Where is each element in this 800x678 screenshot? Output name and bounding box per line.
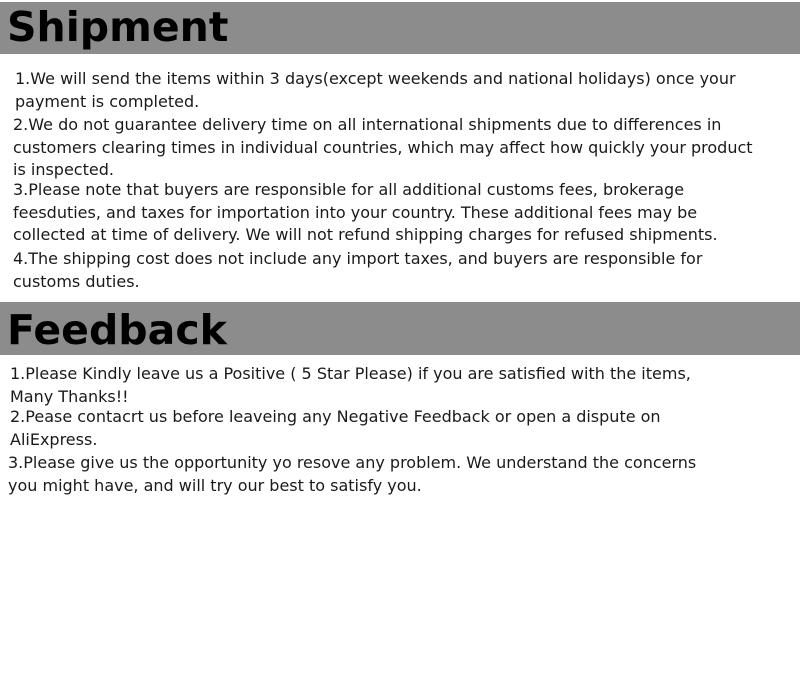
- shipment-item-2: [13, 114, 753, 182]
- feedback-item-3-line-1: 3.Please give us the opportunity yo resove any problem. We understand the concerns: [8, 453, 697, 472]
- shipment-item-3-line-1: 3.Please note that buyers are responsible for all additional customs fees, brokerage: [13, 180, 685, 199]
- feedback-item-2-line-1: 2.Pease contacrt us before leaveing any Negative Feedback or open a dispute on: [10, 407, 661, 426]
- shipment-item-2-line-3: is inspected.: [13, 160, 114, 179]
- shipment-item-1: [15, 68, 736, 113]
- shipment-item-4-line-1: 4.The shipping cost does not include any import taxes, and buyers are responsible for: [13, 249, 703, 268]
- shipment-item-3: [13, 179, 718, 247]
- shipment-item-2-line-1: 2.We do not guarantee delivery time on all international shipments due to differences in: [13, 115, 722, 134]
- feedback-item-1-line-2: Many Thanks!!: [10, 386, 129, 406]
- feedback-item-1-line-1: 1.Please Kindly leave us a Positive ( 5 Star Please) if you are satisfied with the items,: [10, 364, 691, 383]
- shipment-item-4-line-2: customs duties.: [13, 271, 140, 291]
- shipment-item-3-line-2: feesduties, and taxes for importation into your country. These additional fees may be: [13, 202, 698, 222]
- feedback-item-3-line-2: you might have, and will try our best to satisfy you.: [8, 475, 422, 495]
- shipment-item-2-line-2: customers clearing times in individual countries, which may affect how quickly your product: [13, 137, 753, 157]
- feedback-title: Feedback: [7, 306, 227, 354]
- feedback-header-bar: [0, 302, 800, 355]
- shipment-item-1-line-2: payment is completed.: [15, 91, 200, 111]
- feedback-item-2-line-2: AliExpress.: [10, 429, 98, 449]
- feedback-item-3: [8, 452, 696, 497]
- shipment-item-3-line-3: collected at time of delivery. We will not refund shipping charges for refused shipments.: [13, 225, 718, 244]
- feedback-item-2: [10, 406, 661, 451]
- feedback-item-1: [10, 363, 691, 408]
- shipment-header-bar: [0, 2, 800, 54]
- shipment-item-4: [13, 248, 702, 293]
- shipment-title: Shipment: [7, 3, 229, 51]
- shipment-item-1-line-1: 1.We will send the items within 3 days(except weekends and national holidays) once your: [15, 69, 736, 88]
